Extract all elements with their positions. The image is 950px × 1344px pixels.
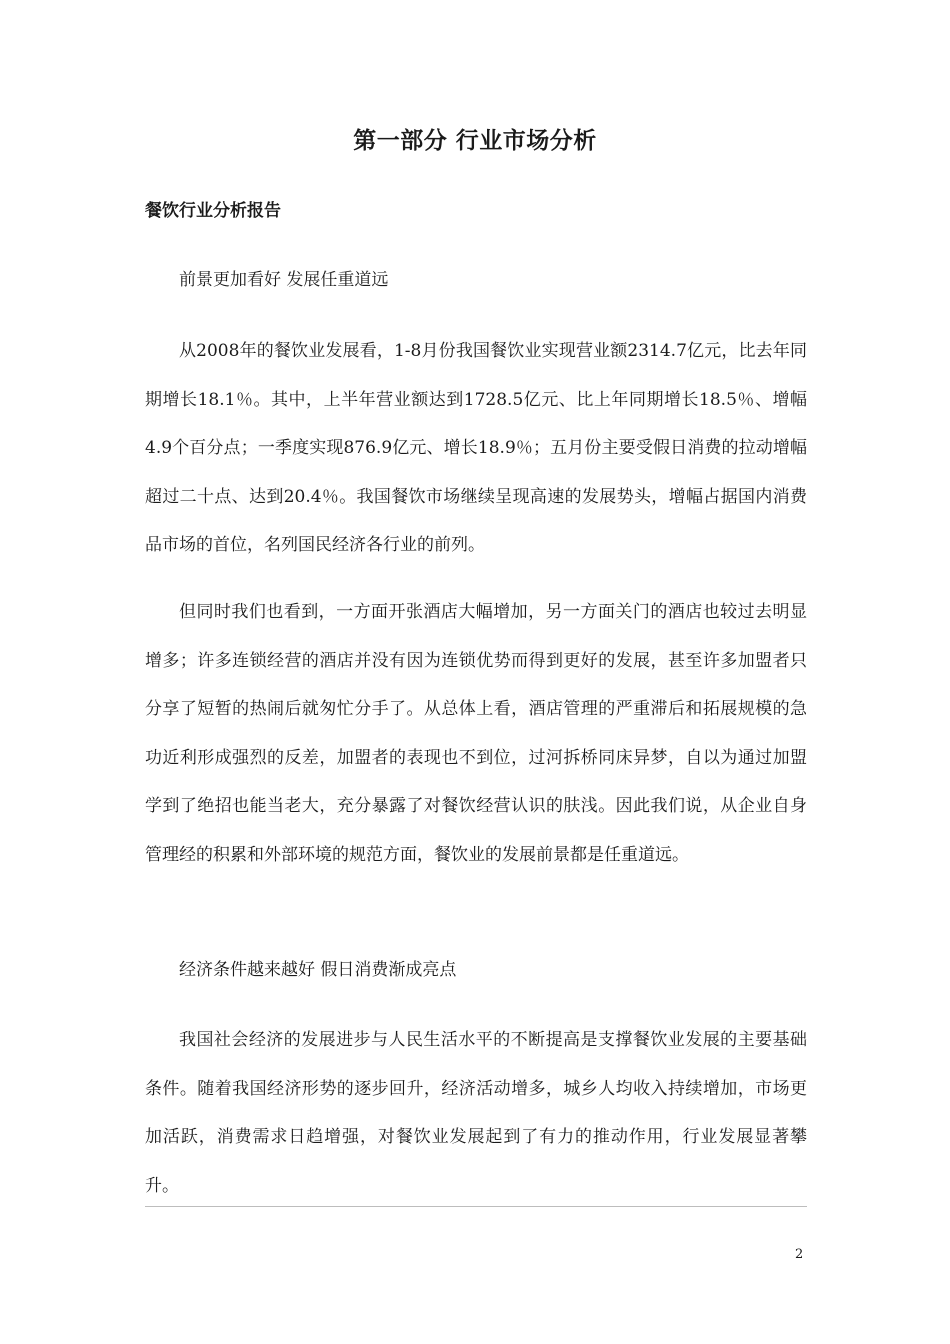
page-number: 2 — [795, 1247, 804, 1262]
section-heading-holiday-consumption: 经济条件越来越好 假日消费渐成亮点 — [179, 960, 457, 980]
report-subtitle: 餐饮行业分析报告 — [145, 201, 281, 221]
paragraph-economic-conditions: 我国社会经济的发展进步与人民生活水平的不断提高是支撑餐饮业发展的主要基础条件。随着我国经济形势的逐步回升，经济活动增多，城乡人均收入持续增加，市场更加活跃，消费需求日趋增强，对餐饮业发展起到了有力的推动作用，行业发展显著攀升。 — [145, 1030, 807, 1196]
paragraph-management-issues: 但同时我们也看到，一方面开张酒店大幅增加，另一方面关门的酒店也较过去明显增多；许多连锁经营的酒店并没有因为连锁优势而得到更好的发展，甚至许多加盟者只分享了短暂的热闹后就匆忙分手了。从总体上看，酒店管理的严重滞后和拓展规模的急功近利形成强烈的反差，加盟者的表现也不到位，过河拆桥同床异梦，自以为通过加盟学到了绝招也能当老大，充分暴露了对餐饮经营认识的肤浅。因此我们说，从企业自身管理经的积累和外部环境的规范方面，餐饮业的发展前景都是任重道远。 — [145, 602, 807, 865]
section-heading-outlook: 前景更加看好 发展任重道远 — [179, 270, 389, 290]
paragraph-revenue-growth: 从2008年的餐饮业发展看，1-8月份我国餐饮业实现营业额2314.7亿元，比去年同期增长18.1％。其中，上半年营业额达到1728.5亿元、比上年同期增长18.5％、增幅4.9个百分点；一季度实现876.9亿元、增长18.9％；五月份主要受假日消费的拉动增幅超过二十点、达到20.4％。我国餐饮市场继续呈现高速的发展势头，增幅占据国内消费品市场的首位，名列国民经济各行业的前列。 — [145, 341, 807, 555]
footer-divider — [145, 1206, 807, 1207]
page-title: 第一部分 行业市场分析 — [353, 127, 597, 154]
